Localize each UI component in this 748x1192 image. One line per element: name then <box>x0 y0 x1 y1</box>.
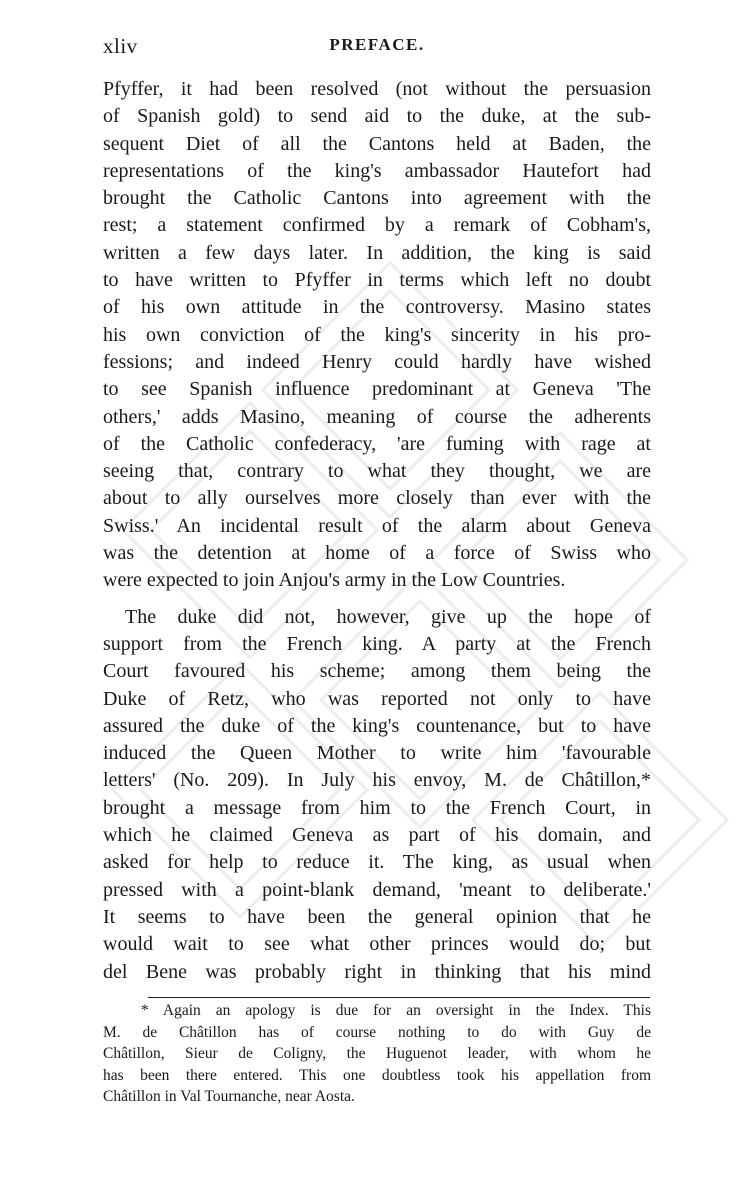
text-line: sequent Diet of all the Cantons held at Baden, the <box>103 132 651 155</box>
text-line: brought the Catholic Cantons into agreement with the <box>103 187 651 210</box>
text-line: were expected to join Anjou's army in the Low Countries. <box>103 569 566 592</box>
footnote <box>103 1000 651 1108</box>
text-line: The duke did not, however, give up the hope of <box>125 605 651 628</box>
text-line: Duke of Retz, who was reported not only to have <box>103 687 651 710</box>
text-line: which he claimed Geneva as part of his domain, and <box>103 824 651 847</box>
text-line: It seems to have been the general opinion that he <box>103 905 651 928</box>
text-line: others,' adds Masino, meaning of course the adherents <box>103 405 651 428</box>
text-line: fessions; and indeed Henry could hardly have wished <box>103 350 651 373</box>
text-line: his own conviction of the king's sincerity in his pro- <box>103 323 651 346</box>
text-line: to have written to Pfyffer in terms which left no doubt <box>103 269 651 292</box>
footnote-line: M. de Châtillon has of course nothing to do with Guy de <box>103 1023 651 1041</box>
footnote-line: has been there entered. This one doubtless took his appellation from <box>103 1066 651 1084</box>
footnote-line: Châtillon in Val Tournanche, near Aosta. <box>103 1088 355 1106</box>
text-line: Swiss.' An incidental result of the alarm about Geneva <box>103 514 651 537</box>
text-line: rest; a statement confirmed by a remark of Cobham's, <box>103 214 651 237</box>
text-line: of his own attitude in the controversy. Masino states <box>103 296 651 319</box>
footnote-line: Châtillon, Sieur de Coligny, the Huguenot leader, with whom he <box>103 1045 651 1063</box>
paragraph <box>103 604 651 986</box>
text-line: seeing that, contrary to what they thought, we are <box>103 460 651 483</box>
text-line: representations of the king's ambassador Hautefort had <box>103 159 651 182</box>
text-line: written a few days later. In addition, the king is said <box>103 241 651 264</box>
text-line: Court favoured his scheme; among them being the <box>103 660 651 683</box>
text-line: would wait to see what other princes would do; but <box>103 933 651 956</box>
footnote-line: * Again an apology is due for an oversight in the Index. This <box>141 1002 651 1019</box>
text-line: of Spanish gold) to send aid to the duke, at the sub- <box>103 105 651 128</box>
text-line: of the Catholic confederacy, 'are fuming with rage at <box>103 432 651 455</box>
text-line: induced the Queen Mother to write him 'favourable <box>103 742 651 765</box>
text-line: was the detention at home of a force of Swiss who <box>103 542 651 565</box>
text-line: del Bene was probably right in thinking that his mind <box>103 960 651 983</box>
text-line: assured the duke of the king's countenance, but to have <box>103 714 651 737</box>
body-text <box>103 76 651 986</box>
text-line: Pfyffer, it had been resolved (not without the persuasion <box>103 78 651 100</box>
text-line: support from the French king. A party at the French <box>103 632 651 655</box>
paragraph <box>103 76 651 595</box>
running-title: PREFACE. <box>329 35 425 54</box>
text-line: about to ally ourselves more closely than ever with the <box>103 487 651 510</box>
text-line: brought a message from him to the French Court, in <box>103 796 651 819</box>
text-line: pressed with a point-blank demand, 'meant to deliberate.' <box>103 878 651 901</box>
text-line: asked for help to reduce it. The king, as usual when <box>103 851 651 874</box>
page-number: xliv <box>103 34 138 58</box>
text-line: letters' (No. 209). In July his envoy, M. de Châtillon,* <box>103 769 651 792</box>
footnote-divider <box>148 997 650 998</box>
running-head <box>103 34 651 64</box>
text-line: to see Spanish influence predominant at Geneva 'The <box>103 378 651 401</box>
